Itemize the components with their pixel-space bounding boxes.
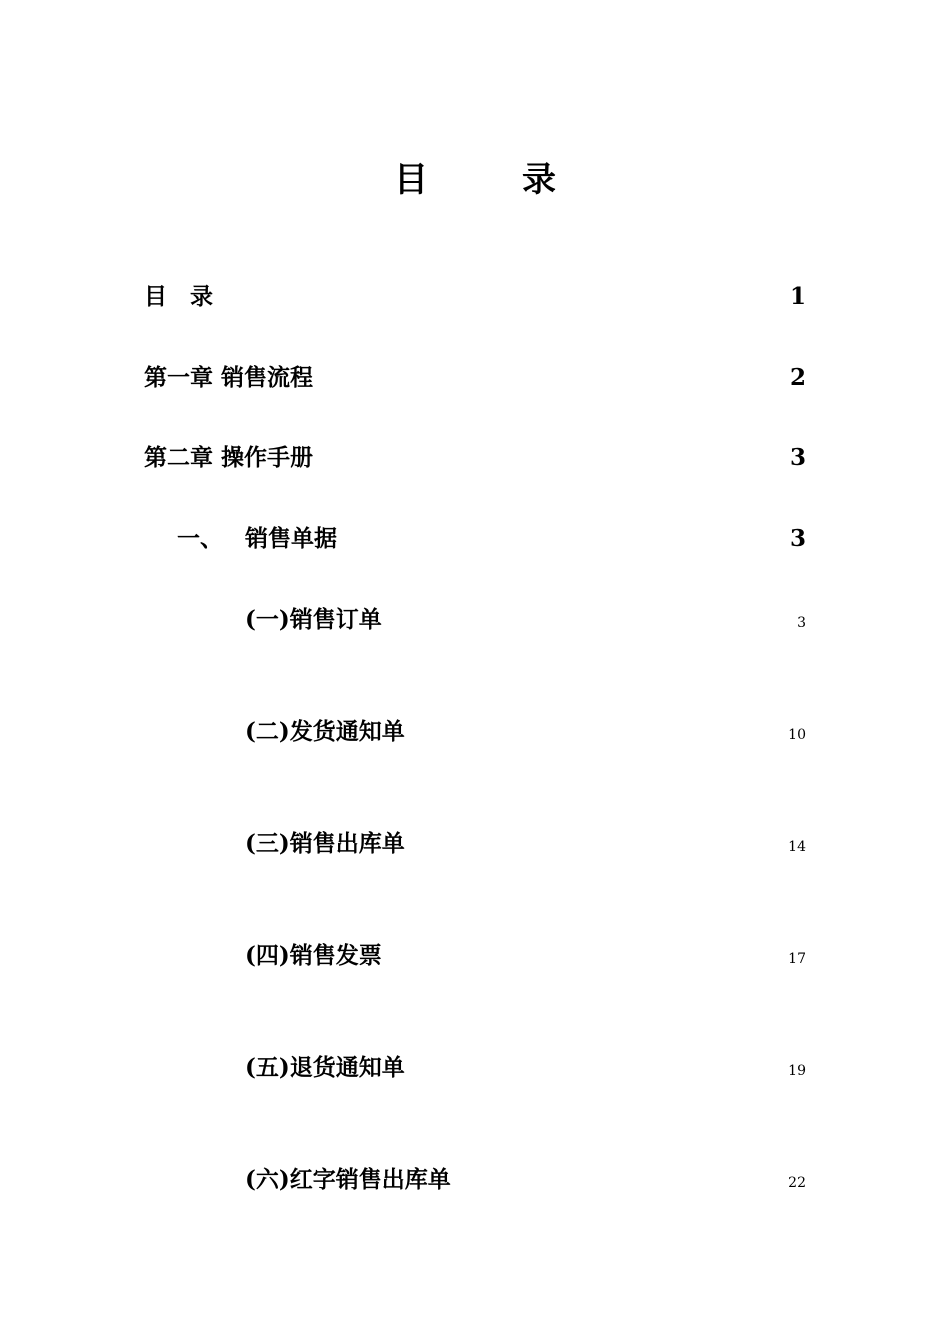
toc-entry-label: 目 录 bbox=[144, 283, 213, 310]
toc-entry-label: (三)销售出库单 bbox=[245, 830, 405, 857]
page-title: 目 录 bbox=[394, 160, 586, 200]
toc-page-number: 3 bbox=[797, 615, 806, 631]
toc-entry-label: (四)销售发票 bbox=[245, 942, 382, 969]
toc-entry-red-outbound[interactable] bbox=[245, 1164, 806, 1196]
toc-entry-sales-order[interactable] bbox=[245, 604, 806, 636]
toc-entry-label: 销售单据 bbox=[245, 525, 337, 552]
toc-page-number: 14 bbox=[788, 839, 806, 855]
toc-page-number: 22 bbox=[788, 1175, 806, 1191]
toc-page-number: 2 bbox=[789, 364, 806, 391]
toc-entry-contents[interactable] bbox=[144, 281, 806, 313]
toc-entry-section-1[interactable] bbox=[177, 523, 806, 555]
toc-page-number: 19 bbox=[788, 1063, 806, 1079]
toc-page-number: 17 bbox=[788, 951, 806, 967]
toc-page-number: 3 bbox=[789, 444, 806, 471]
toc-entry-sales-outbound[interactable] bbox=[245, 828, 806, 860]
toc-entry-return-notice[interactable] bbox=[245, 1052, 806, 1084]
toc-entry-label: 第一章 销售流程 bbox=[144, 364, 314, 391]
toc-entry-label: (一)销售订单 bbox=[245, 606, 382, 633]
toc-entry-label: (六)红字销售出库单 bbox=[245, 1166, 451, 1193]
toc-page-number: 3 bbox=[789, 525, 806, 552]
toc-section-number: 一、 bbox=[177, 525, 223, 552]
toc-entry-sales-invoice[interactable] bbox=[245, 940, 806, 972]
toc-entry-chapter-2[interactable] bbox=[144, 442, 806, 474]
toc-entry-label: 第二章 操作手册 bbox=[144, 444, 314, 471]
toc-entry-chapter-1[interactable] bbox=[144, 362, 806, 394]
toc-page-number: 10 bbox=[788, 727, 806, 743]
toc-page-number: 1 bbox=[789, 283, 806, 310]
toc-entry-label: (五)退货通知单 bbox=[245, 1054, 405, 1081]
toc-entry-label: (二)发货通知单 bbox=[245, 718, 405, 745]
toc-entry-delivery-notice[interactable] bbox=[245, 716, 806, 748]
